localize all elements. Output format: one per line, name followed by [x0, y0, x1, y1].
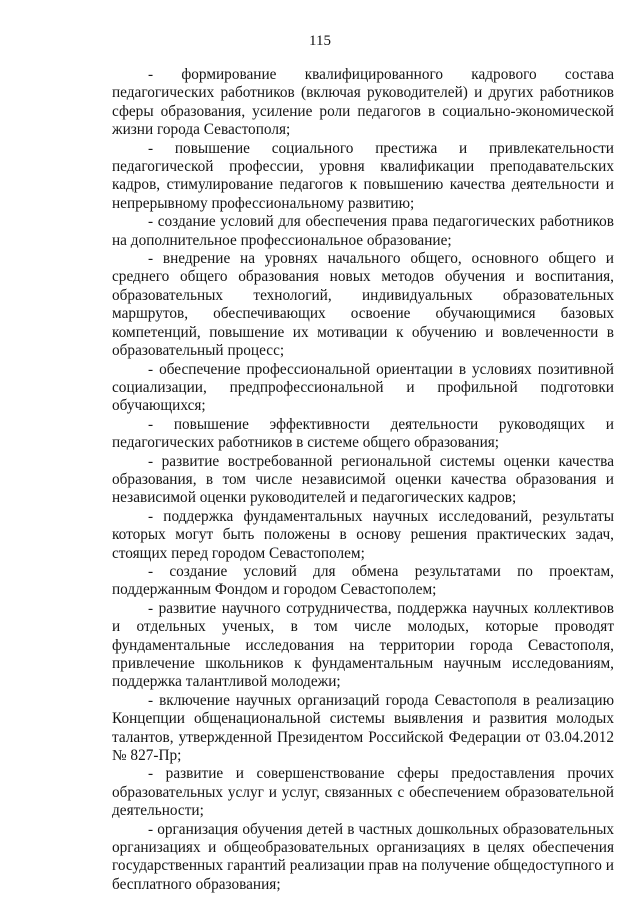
list-item: - включение научных организаций города Севастополя в реализацию Концепции общенациональной системы выявления и развития молодых талантов, утвержденной Президентом Российской Федерации от 03.04.2012 № 827-Пр;: [112, 691, 614, 765]
document-body: [112, 66, 614, 894]
list-item: - организация обучения детей в частных дошкольных образовательных организациях и общеобразовательных организациях в целях обеспечения государственных гарантий реализации прав на получение общедоступного и бесплатного образования;: [112, 820, 614, 893]
list-item: - повышение эффективности деятельности руководящих и педагогических работников в системе общего образования;: [112, 415, 614, 452]
list-item: - развитие востребованной региональной системы оценки качества образования, в том числе независимой оценки качества образования и независимой оценки руководителей и педагогических кадров;: [112, 452, 614, 507]
page-number: 115: [309, 33, 331, 49]
list-item: - развитие и совершенствование сферы предоставления прочих образовательных услуг и услуг, связанных с обеспечением образовательной деятельности;: [112, 765, 614, 820]
list-item: - развитие научного сотрудничества, поддержка научных коллективов и отдельных ученых, в том числе молодых, которые проводят фундаментальные исследования на территории города Севастополя, привлечение школьников к фундаментальным научным исследованиям, поддержка талантливой молодежи;: [112, 599, 614, 691]
list-item: - внедрение на уровнях начального общего, основного общего и среднего общего образования новых методов обучения и воспитания, образовательных технологий, индивидуальных образовательных маршрутов, обеспечивающих освоение обучающимися базовых компетенций, повышение их мотивации к обучению и вовлеченности в образовательный процесс;: [112, 250, 614, 360]
list-item: - формирование квалифицированного кадрового состава педагогических работников (включая руководителей) и других работников сферы образования, усиление роли педагогов в социально-экономической жизни города Севастополя;: [112, 66, 614, 139]
list-item: - повышение социального престижа и привлекательности педагогической профессии, уровня квалификации преподавательских кадров, стимулирование педагогов к повышению качества деятельности и непрерывному профессиональному развитию;: [112, 139, 614, 212]
list-item: - создание условий для обмена результатами по проектам, поддержанным Фондом и городом Севастополем;: [112, 562, 614, 599]
list-item: - обеспечение профессиональной ориентации в условиях позитивной социализации, предпрофессиональной и профильной подготовки обучающихся;: [112, 360, 614, 415]
list-item: - создание условий для обеспечения права педагогических работников на дополнительное профессиональное образование;: [112, 213, 614, 249]
list-item: - поддержка фундаментальных научных исследований, результаты которых могут быть положены в основу решения практических задач, стоящих перед городом Севастополем;: [112, 507, 614, 562]
